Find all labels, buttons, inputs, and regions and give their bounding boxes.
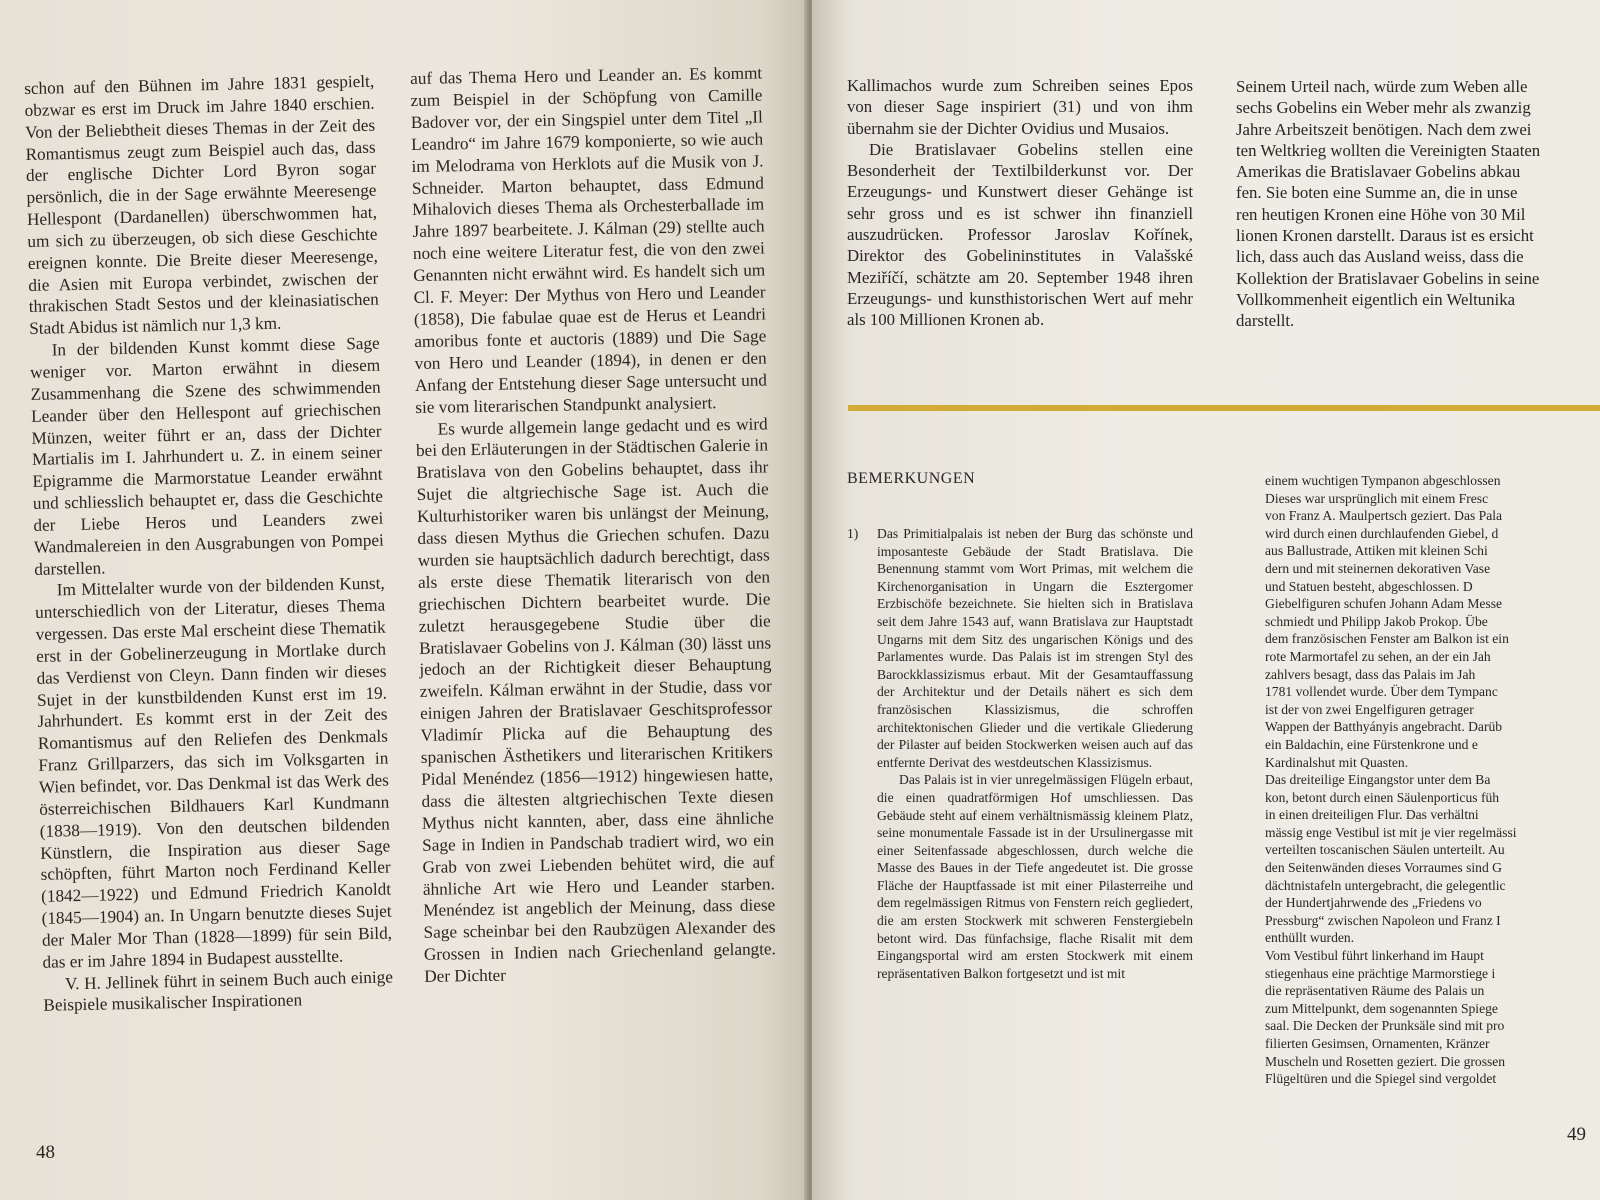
text-line: ren heutigen Kronen eine Höhe von 30 Mil [1236,204,1526,224]
text-line: dem französischen Fenster am Balkon ist ein [1265,631,1509,647]
text-line: filierten Gesimsen, Ornamenten, Kränzer [1265,1036,1490,1051]
text-line: der Hundertjahrwende des „Friedens vo [1265,895,1482,911]
left-page-column-1 [24,71,394,1017]
text-line: ist der von zwei Engelfiguren getrager [1265,701,1474,717]
notes-heading: BEMERKUNGEN [847,470,976,487]
text-line: schmiedt und Philipp Jakob Prokop. Übe [1265,613,1488,629]
text-line: stiegenhaus eine prächtige Marmorstiege i [1265,965,1496,981]
page-number-right: 49 [1567,1124,1586,1145]
paragraph: Im Mittelalter wurde von der bildenden Kunst, unterschiedlich von der Literatur, dieses Thema vergessen. Das erste Mal erscheint diese Thematik erst in der Gobelinerzeugung in Mortlake durch das Verdienst von Cleyn. Dann finden wir dieses Sujet in der kunstbildenden Kunst erst im 19. Jahrhundert. Es kommt erst in der Zeit des Romantismus auf den Reliefen des Denkmals Franz Grillparzers, das sich im Volksgarten in Wien befindet, vor. Das Denkmal ist das Werk des österreichischen Bildhauers Karl Kundmann (1838—1919). Von den deutschen bildenden Künstlern, die Inspiration aus dieser Sage schöpften, führt Marton noch Ferdinand Keller (1842—1922) und Edmund Friedrich Kanoldt (1845—1904) an. In Ungarn benutzte dieses Sujet der Maler Mor Than (1828—1899) für sein Bild, das er im Jahre 1894 in Budapest ausstellte. [35,573,393,972]
text-line: Muscheln und Rosetten geziert. Die grossen [1265,1053,1506,1069]
text-line: Kollektion der Bratislavaer Gobelins in seine [1236,268,1540,288]
text-line: sechs Gobelins ein Weber mehr als zwanzig [1236,98,1531,118]
footnote-number: 1) [847,526,859,541]
text-line: den Seitenwänden dieses Vorraumes sind G [1265,860,1502,876]
text-line: zum Mittelpunkt, dem sogenannten Spiege [1265,1000,1498,1016]
text-line: Amerikas die Bratislavaer Gobelins abkau [1236,162,1521,182]
notes-column-1 [847,525,1193,982]
text-line: ten Weltkrieg wollten die Vereinigten Staaten [1236,140,1541,160]
text-line: Seinem Urteil nach, würde zum Weben alle [1236,77,1528,96]
paragraph: Die Bratislavaer Gobelins stellen eine Besonderheit der Textilbilderkunst vor. Der Erzeugungs- und Kunstwert dieser Gehänge ist sehr gross und es ist schwer ihn finanziell auszudrücken. Professor Jaroslav Kořínek, Direktor des Gobelininstitutes in Valašské Meziříčí, schätzte am 20. September 1948 ihren Erzeugungs- und kunsthistorischen Wert auf mehr als 100 Millionen Kronen ab. [847,139,1193,330]
text-line: 1781 vollendet wurde. Über dem Tympanc [1265,684,1498,700]
gold-divider-rule [848,405,1600,411]
notes-column-2 [1265,472,1600,1088]
right-page [812,0,1600,1200]
text-line: lionen Kronen darstellt. Daraus ist es ersicht [1236,226,1534,246]
text-line: Kardinalshut mit Quasten. [1265,754,1409,770]
text-line: Dieses war ursprünglich mit einem Fresc [1265,490,1489,506]
text-line: und Statuen besteht, abgeschlossen. D [1265,578,1473,594]
text-line: saal. Die Decken der Prunksäle sind mit pro [1265,1018,1505,1034]
text-line: Vollkommenheit eigentlich ein Weltunika [1236,289,1516,309]
text-line: dern und mit steinernen dekorativen Vase [1265,560,1491,576]
text-line: Flügeltüren und die Spiegel sind vergoldet [1265,1071,1497,1087]
text-line: Das dreiteilige Eingangstor unter dem Ba [1265,772,1491,788]
text-line: fen. Sie boten eine Summe an, die in unse [1236,183,1518,203]
text-line: Jahre Arbeitszeit benötigen. Nach dem zwei [1236,119,1532,139]
text-line: aus Ballustrade, Attiken mit kleinen Schi [1265,543,1488,559]
text-line: Pressburg“ zwischen Napoleon und Franz I [1265,912,1501,928]
text-line: wird durch einen durchlaufenden Giebel, d [1265,525,1499,541]
text-line: dächtnistafeln untergebracht, die gelegentlic [1265,877,1506,893]
paragraph: auf das Thema Hero und Leander an. Es kommt zum Beispiel in der Schöpfung von Camille Badover vor, der ein Singspiel unter dem Titel „Il Leandro“ im Jahre 1679 komponierte, so wie auch im Melodrama von Herklots auf die Musik von J. Schneider. Marton behauptet, dass Edmund Mihalovich dieses Thema als Orchesterballade im Jahre 1897 bearbeitete. J. Kálman (29) stellte auch noch eine weitere Literatur fest, die von den zwei Genannten nicht erwähnt wird. Es handelt sich um Cl. F. Meyer: Der Mythus von Hero und Leander (1858), Die fabulae quae est de Herus et Leandri amoribus fonte et auctoris (1889) und Die Sage von Hero und Leander (1894), in denen er den Anfang der Entstehung dieser Sage untersucht und sie vom literarischen Standpunkt analysiert. [410,63,768,417]
paragraph: Das Primitialpalais ist neben der Burg das schönste und imposanteste Gebäude der Stadt Bratislava. Die Benennung stammt vom Wort Primas, mit welchem die Kirchenorganisation in Ungarn die Esztergomer Erzbischöfe bezeichnete. Sie hielten sich in Bratislava seit dem Jahre 1543 auf, wann Bratislava zur Hauptstadt Ungarns mit dem Sitz des ungarischen Königs und des Parlamentes wurde. Das Palais ist im strengen Styl des Barockklassizismus erbaut. Mit der Gesamtauffassung der Architektur und der Details nähert es sich dem französischen Klassizismus, die schroffen architektonischen Glieder und die vertikale Gliederung der Pilaster auf beiden Stockwerken weisen auch auf das entfernte Derivat des westdeutschen Klassizismus. [877,526,1193,770]
paragraph: In der bildenden Kunst kommt diese Sage weniger vor. Marton erwähnt in diesem Zusammenhang die Szene des schwimmenden Leander über den Hellespont auf griechischen Münzen, weiter führt er an, dass der Dichter Martialis im I. Jahrhundert u. Z. in einem seiner Epigramme die Marmorstatue Leander erwähnt und schliesslich behauptet er, dass die Geschichte der Liebe Heros und Leanders zwei Wandmalereien in den Ausgrabungen von Pompei darstellen. [29,333,384,579]
text-line: zahlvers besagt, dass das Palais im Jah [1265,666,1476,682]
right-page-column-1 [847,75,1193,331]
text-line: verteilten toscanischen Säulen unterteilt. Au [1265,842,1505,858]
text-line: Wappen der Batthyányis angebracht. Darüb [1265,719,1503,735]
text-line: kon, betont durch einen Säulenporticus füh [1265,789,1500,805]
text-line: in einen dreiteiligen Flur. Das verhältni [1265,807,1479,823]
text-line: ein Baldachin, eine Fürstenkrone und e [1265,736,1478,752]
text-line: einem wuchtigen Tympanon abgeschlossen [1265,473,1501,488]
right-page-column-2 [1236,76,1600,332]
paragraph: schon auf den Bühnen im Jahre 1831 gespielt, obzwar es erst im Druck im Jahre 1840 erschien. Von der Beliebtheit dieses Themas in der Zeit des Romantismus zeugt zum Beispiel auch das, dass der englische Dichter Lord Byron sogar persönlich, die in der Sage erwähnte Meeresenge Hellespont (Dardanellen) überschwommen hat, um sich zu überzeugen, ob sich diese Geschichte ereignen konnte. Die Breite dieser Meeresenge, die Asien mit Europa verbindet, zwischen der thrakischen Stadt Sestos und der kleinasiatischen Stadt Abidus ist nämlich nur 1,3 km. [24,71,379,339]
left-page-column-2 [410,62,776,987]
page-number-left: 48 [36,1142,55,1163]
footnote-1 [847,525,1193,982]
text-line: rote Marmortafel zu sehen, an der ein Jah [1265,648,1491,664]
text-line: Vom Vestibul führt linkerhand im Haupt [1265,948,1484,964]
text-line: von Franz A. Maulpertsch geziert. Das Pala [1265,508,1503,524]
text-line: die repräsentativen Räume des Palais un [1265,983,1485,999]
text-line: darstellt. [1236,311,1295,331]
text-line: lich, dass auch das Ausland weiss, dass die [1236,247,1524,267]
paragraph: Das Palais ist in vier unregelmässigen Flügeln erbaut, die einen quadratförmigen Hof umschliessen. Das Gebäude steht auf einem verhältnismässig kleinem Platz, seine monumentale Fassade ist in der Ursulinergasse mit einer Seitenfassade abgeschlossen, durch welche die Masse des Baues in der Tiefe angedeutet ist. Die grosse Fläche der Hauptfassade ist mit einer Pilasterreihe und dem regelmässigen Ritmus von Fenstern reich gegliedert, die am ersten Stockwerk mit schweren Fenstergiebeln betont wird. Das fünfachsige, flache Risalit mit dem Eingangsportal wird am ersten Stockwerk mit einem repräsentativen Balkon fortgesetzt und ist mit [877,772,1193,981]
paragraph: Kallimachos wurde zum Schreiben seines Epos von dieser Sage inspiriert (31) und von ihm übernahm sie der Dichter Ovidius und Musaios. [847,76,1193,138]
text-line: enthüllt wurden. [1265,930,1355,946]
text-line: Giebelfiguren schufen Johann Adam Messe [1265,596,1503,612]
paragraph: Es wurde allgemein lange gedacht und es wird bei den Erläuterungen in der Städtischen Galerie in Bratislava von den Gobelins behauptet, dass ihr Sujet die altgriechische Sage ist. Auch die Kulturhistoriker waren bis unlängst der Meinung, dass diesen Mythus die Griechen schufen. Dazu wurden sie hauptsächlich dadurch berechtigt, dass als erste diese Thematik literarisch von den griechischen Dichtern bearbeitet wurde. Die zuletzt herausgegebene Studie über die Bratislavaer Gobelins von J. Kálman (30) lässt uns jedoch an der Richtigkeit dieser Behauptung zweifeln. Kálman erwähnt in der Studie, dass vor einigen Jahren der Bratislavaer Geschitsprofessor Vladimír Plicka auf die Behauptung des spanischen Ästhetikers und literarischen Kritikers Pidal Menéndez (1856—1912) hingewiesen hatte, dass die ältesten altgriechischen Texte diesen Mythus nicht kannten, aber, dass eine ähnliche Sage in Indien in Pandschab tradiert wird, wo ein Grab von zwei Liebenden behütet wird, die auf ähnliche Art wie Hero und Leander starben. Menéndez ist angeblich der Meinung, dass diese Sage scheinbar bei den Raubzügen Alexander des Grossen in Indien nach Griechenland gelangte. Der Dichter [415,413,777,987]
text-line: mässig enge Vestibul ist mit je vier regelmässi [1265,824,1517,840]
paragraph: V. H. Jellinek führt in seinem Buch auch einige Beispiele musikalischer Inspirationen [43,967,394,1016]
footnote-body [877,525,1193,982]
